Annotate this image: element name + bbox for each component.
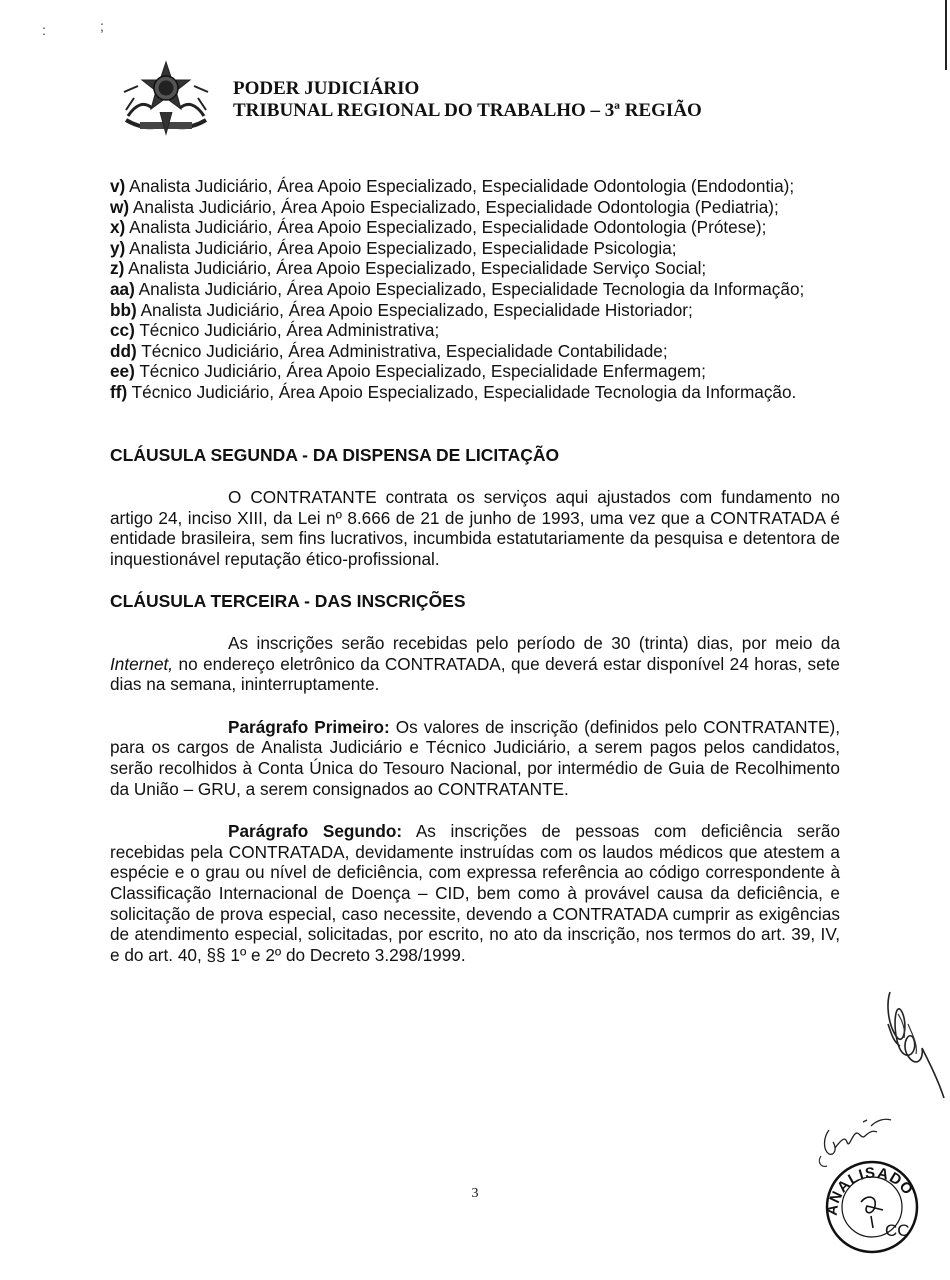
stamp-initials: CC [885, 1221, 910, 1240]
list-item-text: Analista Judiciário, Área Apoio Especializado, Especialidade Psicologia; [129, 237, 677, 258]
list-item-text: Analista Judiciário, Área Apoio Especializado, Especialidade Historiador; [140, 299, 693, 320]
document-body [110, 176, 840, 965]
list-item [110, 197, 840, 218]
list-item-text: Analista Judiciário, Área Apoio Especializado, Especialidade Odontologia (Prótese); [129, 217, 767, 238]
list-item-text: Analista Judiciário, Área Apoio Especializado, Especialidade Serviço Social; [128, 258, 707, 279]
coat-of-arms-icon [120, 58, 212, 138]
list-item-text: Técnico Judiciário, Área Administrativa; [139, 320, 440, 341]
list-item [110, 361, 840, 382]
list-item-letter: ee) [110, 361, 135, 382]
list-item-letter: z) [110, 258, 125, 279]
scan-speck: : [42, 22, 46, 38]
list-item-text: Analista Judiciário, Área Apoio Especializado, Especialidade Tecnologia da Informação; [138, 278, 805, 299]
list-item-letter: x) [110, 217, 126, 238]
list-item [110, 320, 840, 341]
page-number: 3 [471, 1186, 479, 1201]
list-item-letter: cc) [110, 320, 135, 341]
list-item-letter: bb) [110, 299, 137, 320]
list-item [110, 300, 840, 321]
clause-2-text: O CONTRATANTE contrata os serviços aqui ajustados com fundamento no artigo 24, inciso XIII, da Lei nº 8.666 de 21 de junho de 1993, uma vez que a CONTRATADA é entidade brasileira, sem fins lucrativos, incumbida estatutariamente da pesquisa e detentora de inquestionável reputação ético-profissional. [110, 487, 840, 569]
clause-2-title: CLÁUSULA SEGUNDA - DA DISPENSA DE LICITAÇÃO [110, 444, 560, 465]
clause-3-p1-before: As inscrições serão recebidas pelo período de 30 (trinta) dias, por meio da [228, 633, 840, 654]
list-item-letter: dd) [110, 340, 137, 361]
list-item-letter: w) [110, 196, 130, 217]
list-item [110, 258, 840, 279]
list-item-text: Analista Judiciário, Área Apoio Especializado, Especialidade Odontologia (Pediatria); [132, 196, 779, 217]
stamp-text: ANALISADO [823, 1164, 917, 1217]
header-line-1: PODER JUDICIÁRIO [233, 78, 420, 99]
paragraph-second [110, 821, 840, 965]
list-item-letter: ff) [110, 381, 128, 402]
list-item [110, 238, 840, 259]
paragraph-first [110, 717, 840, 799]
list-item-letter: v) [110, 176, 126, 196]
analysed-stamp [823, 1158, 921, 1256]
list-item-text: Técnico Judiciário, Área Apoio Especializado, Especialidade Enfermagem; [139, 361, 706, 382]
list-item [110, 341, 840, 362]
list-item-letter: y) [110, 237, 126, 258]
paragraph-second-label: Parágrafo Segundo: [228, 821, 403, 842]
paragraph-second-text: As inscrições de pessoas com deficiência serão recebidas pela CONTRATADA, devidamente instruídas com os laudos médicos que atestem a espécie e o grau ou nível de deficiência, com expressa referência ao código correspondente à Classificação Internacional de Doença – CID, bem como à provável causa da deficiência, e solicitação de prova especial, caso necessite, devendo a CONTRATADA cumprir as exigências de atendimento especial, solicitadas, por escrito, no ato da inscrição, nos termos do art. 39, IV, e do art. 40, §§ 1º e 2º do Decreto 3.298/1999. [110, 821, 840, 965]
clause-3-p1-after: no endereço eletrônico da CONTRATADA, que deverá estar disponível 24 horas, sete dias na semana, ininterruptamente. [110, 653, 840, 695]
svg-text:ANALISADO [824, 1164, 917, 1216]
paragraph-first-text: Os valores de inscrição (definidos pelo CONTRATANTE), para os cargos de Analista Judiciário e Técnico Judiciário, a serem pagos pelos candidatos, serão recolhidos à Conta Única do Tesouro Nacional, por intermédio de Guia de Recolhimento da União – GRU, a serem consignados ao CONTRATANTE. [110, 716, 840, 799]
list-item-letter: aa) [110, 278, 135, 299]
list-item [110, 176, 840, 197]
scan-edge-line [945, 0, 947, 70]
list-item [110, 279, 840, 300]
signature-mark [878, 984, 948, 1104]
list-item-text: Técnico Judiciário, Área Administrativa, Especialidade Contabilidade; [141, 340, 668, 361]
header-line-2: TRIBUNAL REGIONAL DO TRABALHO – 3ª REGIÃO [233, 100, 702, 121]
clause-3-paragraph [110, 633, 840, 695]
list-item [110, 382, 840, 403]
list-item-text: Técnico Judiciário, Área Apoio Especializado, Especialidade Tecnologia da Informação. [131, 381, 797, 402]
scan-speck: ; [100, 18, 104, 34]
clause-3-p1-italic: Internet, [110, 653, 174, 674]
list-item [110, 217, 840, 238]
paragraph-first-label: Parágrafo Primeiro: [228, 716, 390, 737]
clause-3-title: CLÁUSULA TERCEIRA - DAS INSCRIÇÕES [110, 590, 466, 611]
position-list [110, 176, 840, 403]
list-item-text: Analista Judiciário, Área Apoio Especializado, Especialidade Odontologia (Endodontia); [129, 176, 795, 196]
